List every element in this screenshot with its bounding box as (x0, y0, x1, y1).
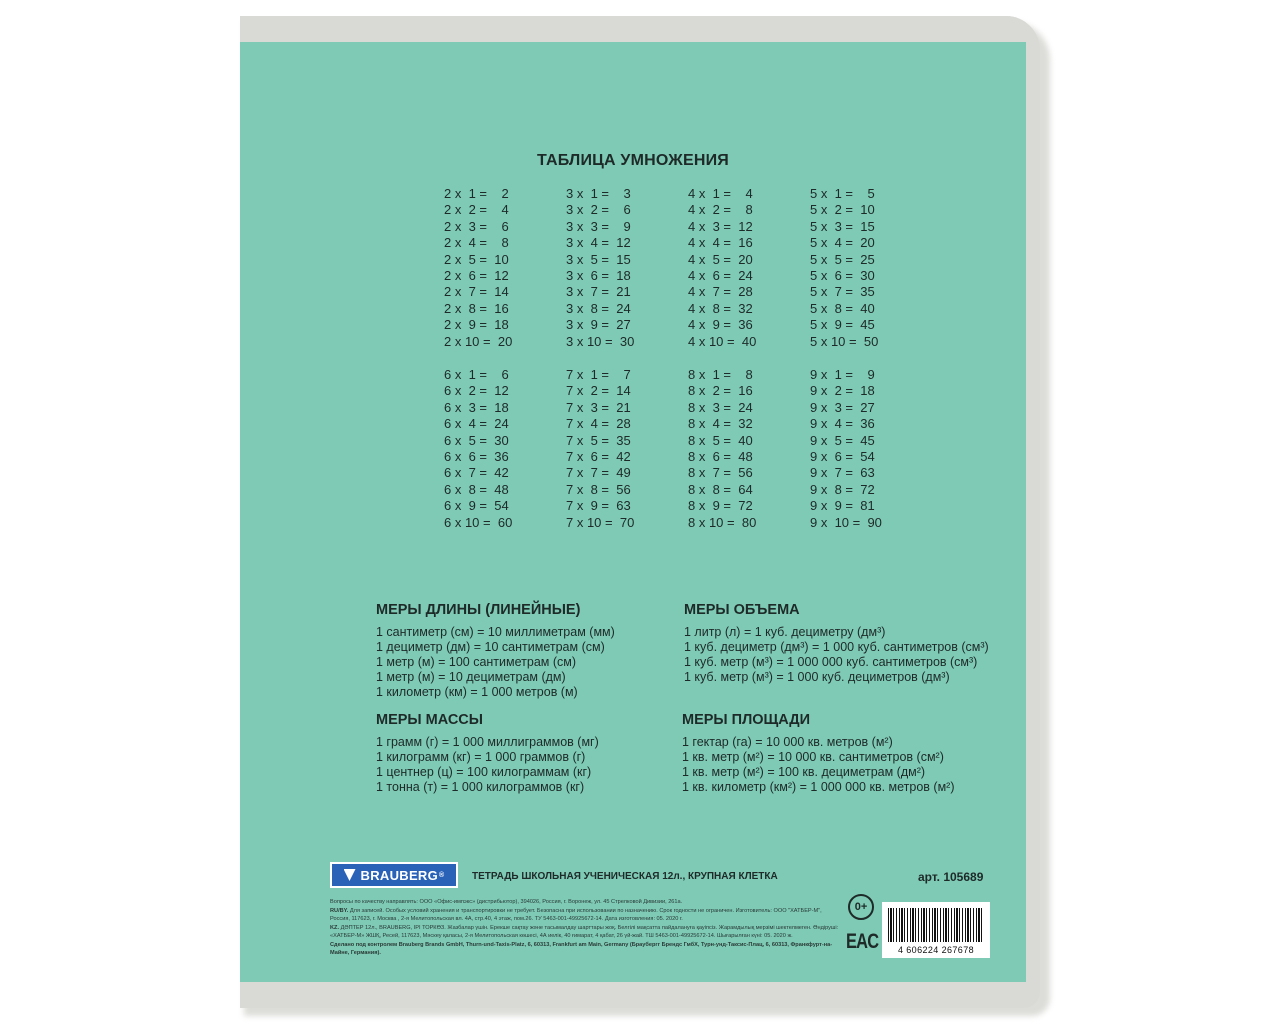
fine-print-text: Для записей. Особых условий хранения и транспортировки не требует. Безопасна при использовании по назначению. Срок годности не ограничен. Изготовитель: ООО "ХАТБЕР-М", Россия, 117623, г. Москва , 2-я Мелитопольская вл. 4А, стр.40, 4 этаж, пом.26. ТУ 5463-001-49925672-14. Дата изготовления: 05. 2020 г. (330, 907, 822, 922)
measure-line: 1 кв. километр (км²) = 1 000 000 кв. метров (м²) (682, 780, 955, 794)
area-measures-title: МЕРЫ ПЛОЩАДИ (682, 712, 811, 728)
times-table-row: 4 x 9 = 36 (688, 317, 753, 333)
times-table-row: 4 x 2 = 8 (688, 202, 753, 218)
mass-measures-title: МЕРЫ МАССЫ (376, 712, 483, 728)
times-table-row: 3 x 6 = 18 (566, 268, 631, 284)
times-table-row: 7 x 8 = 56 (566, 481, 631, 497)
measure-line: 1 куб. дециметр (дм³) = 1 000 куб. сантиметров (см³) (684, 640, 989, 654)
times-table-row: 8 x 7 = 56 (688, 465, 753, 481)
times-table-row: 9 x 8 = 72 (810, 481, 875, 497)
times-table-row: 9 x 9 = 81 (810, 498, 875, 514)
times-table-3 (566, 186, 634, 350)
times-table-row: 7 x 4 = 28 (566, 416, 631, 432)
length-measures-lines (376, 625, 615, 700)
times-table-row: 9 x 6 = 54 (810, 449, 875, 465)
times-table-row: 3 x 7 = 21 (566, 284, 631, 300)
fine-print-paragraph (330, 924, 842, 941)
measure-line: 1 гектар (га) = 10 000 кв. метров (м²) (682, 735, 893, 749)
times-table-row: 2 x 7 = 14 (444, 284, 509, 300)
times-table-row: 7 x 10 = 70 (566, 514, 635, 530)
times-table-row: 9 x 3 = 27 (810, 399, 875, 415)
area-measures-lines (682, 735, 955, 795)
area-measures (682, 712, 955, 795)
measure-line: 1 куб. метр (м³) = 1 000 куб. дециметров (дм³) (684, 670, 950, 684)
age-rating-badge: 0+ (848, 894, 874, 920)
eac-mark: EAC (846, 930, 879, 953)
times-table-row: 2 x 4 = 8 (444, 235, 509, 251)
times-table-row: 3 x 4 = 12 (566, 235, 631, 251)
times-table-row: 4 x 1 = 4 (688, 186, 753, 201)
product-name: ТЕТРАДЬ ШКОЛЬНАЯ УЧЕНИЧЕСКАЯ 12л., КРУПНАЯ КЛЕТКА (472, 871, 778, 882)
times-table-row: 2 x 2 = 4 (444, 202, 509, 218)
times-table-row: 6 x 8 = 48 (444, 481, 509, 497)
times-table-row: 6 x 5 = 30 (444, 432, 509, 448)
times-table-row: 4 x 4 = 16 (688, 235, 753, 251)
times-table-row: 8 x 5 = 40 (688, 432, 753, 448)
measure-line: 1 центнер (ц) = 100 килограммам (кг) (376, 765, 592, 779)
fine-print (330, 898, 842, 958)
times-table-row: 5 x 3 = 15 (810, 218, 875, 234)
times-table-row: 2 x 9 = 18 (444, 317, 509, 333)
volume-measures-title: МЕРЫ ОБЪЕМА (684, 602, 800, 618)
measure-line: 1 тонна (т) = 1 000 килограммов (кг) (376, 780, 585, 794)
brand-name: BRAUBERG (360, 867, 439, 883)
measure-line: 1 грамм (г) = 1 000 миллиграммов (мг) (376, 735, 599, 749)
binding-strip (240, 16, 1026, 42)
times-table-4 (688, 186, 756, 350)
times-table-row: 7 x 9 = 63 (566, 498, 631, 514)
fine-print-text: Вопросы по качеству направлять: ООО «Офис-импэкс» (дистрибьютор), 394026, Россия, г. Воронеж, ул. 45 Стрелковой Дивизии, 261а. (330, 899, 683, 905)
barcode (882, 902, 990, 958)
measure-line: 1 метр (м) = 100 сантиметрам (см) (376, 655, 577, 669)
times-table-row: 5 x 10 = 50 (810, 333, 879, 349)
mass-measures (376, 712, 599, 795)
times-table-row: 8 x 6 = 48 (688, 449, 753, 465)
measure-line: 1 литр (л) = 1 куб. дециметру (дм³) (684, 625, 886, 639)
times-table-row: 5 x 7 = 35 (810, 284, 875, 300)
times-table-row: 8 x 10 = 80 (688, 514, 757, 530)
times-table-row: 5 x 5 = 25 (810, 251, 875, 267)
mass-measures-lines (376, 735, 599, 795)
length-measures (376, 602, 615, 700)
measure-line: 1 сантиметр (см) = 10 миллиметрам (мм) (376, 625, 615, 639)
times-table-7 (566, 367, 634, 531)
times-table-row: 3 x 5 = 15 (566, 251, 631, 267)
times-table-row: 5 x 9 = 45 (810, 317, 875, 333)
times-table-2 (444, 186, 512, 350)
times-table-row: 4 x 7 = 28 (688, 284, 753, 300)
times-table-row: 4 x 3 = 12 (688, 218, 753, 234)
times-table-row: 9 x 4 = 36 (810, 416, 875, 432)
fine-print-text: ДӘПТЕР 12л., BRAUBERG, ІРІ ТОРКӨЗ. Жазбалар үшін. Ерекше сақтау және тасымалдау шарттары жоқ. Белгілі мақсатта пайдалануға қауіпсіз. Жарамдылық мерзімі шектелмеген. Өндіруші: «ХАТБЕР-М» ЖШҚ, Ресей, 117623, Мәскеу қаласы, 2-я Мелитопольская көшесі, 4А иелік, 40 ғимарат, 4 қабат, 26 үй-жай. ТШ 5463-001-49925672-14. Шығарылған күні: 05. 2020 ж. (330, 924, 839, 939)
brand-logo (330, 862, 458, 888)
times-table-row: 6 x 2 = 12 (444, 383, 509, 399)
measure-line: 1 километр (км) = 1 000 метров (м) (376, 685, 578, 699)
times-table-row: 3 x 8 = 24 (566, 300, 631, 316)
measure-line: 1 килограмм (кг) = 1 000 граммов (г) (376, 750, 586, 764)
times-table-row: 7 x 7 = 49 (566, 465, 631, 481)
barcode-bars-icon (888, 908, 982, 942)
times-table-row: 7 x 5 = 35 (566, 432, 631, 448)
fine-print-paragraph (330, 898, 842, 907)
measure-line: 1 метр (м) = 10 дециметрам (дм) (376, 670, 566, 684)
times-table-row: 6 x 10 = 60 (444, 514, 513, 530)
times-table-row: 2 x 1 = 2 (444, 186, 509, 201)
volume-measures (684, 602, 989, 685)
times-table-9 (810, 367, 882, 531)
times-table-row: 5 x 6 = 30 (810, 268, 875, 284)
times-table-row: 7 x 6 = 42 (566, 449, 631, 465)
times-table-row: 6 x 1 = 6 (444, 367, 509, 382)
times-table-row: 5 x 4 = 20 (810, 235, 875, 251)
barcode-number: 4 606224 267678 (897, 945, 975, 955)
times-table-5 (810, 186, 878, 350)
times-table-row: 6 x 3 = 18 (444, 399, 509, 415)
times-table-row: 4 x 10 = 40 (688, 333, 757, 349)
fine-print-paragraph (330, 907, 842, 924)
length-measures-title: МЕРЫ ДЛИНЫ (ЛИНЕЙНЫЕ) (376, 602, 581, 618)
fine-print-paragraph (330, 941, 842, 958)
times-table-row: 9 x 2 = 18 (810, 383, 875, 399)
times-table-row: 9 x 10 = 90 (810, 514, 882, 530)
times-table-6 (444, 367, 512, 531)
times-table-row: 8 x 4 = 32 (688, 416, 753, 432)
brand-check-icon (344, 869, 356, 881)
measure-line: 1 дециметр (дм) = 10 сантиметрам (см) (376, 640, 605, 654)
times-table-row: 6 x 4 = 24 (444, 416, 509, 432)
times-table-row: 3 x 1 = 3 (566, 186, 631, 201)
times-table-row: 9 x 1 = 9 (810, 367, 875, 382)
times-table-row: 4 x 8 = 32 (688, 300, 753, 316)
times-table-row: 2 x 5 = 10 (444, 251, 509, 267)
times-table-row: 7 x 3 = 21 (566, 399, 631, 415)
measure-line: 1 кв. метр (м²) = 10 000 кв. сантиметров (см²) (682, 750, 944, 764)
times-table-row: 9 x 5 = 45 (810, 432, 875, 448)
times-table-row: 5 x 1 = 5 (810, 186, 875, 201)
times-table-row: 8 x 3 = 24 (688, 399, 753, 415)
times-table-row: 8 x 2 = 16 (688, 383, 753, 399)
times-table-row: 5 x 2 = 10 (810, 202, 875, 218)
article-number: арт. 105689 (918, 870, 984, 884)
notebook-back-cover (240, 16, 1040, 1008)
times-table-row: 8 x 1 = 8 (688, 367, 753, 382)
fine-print-bold: RU/BY. (330, 907, 349, 914)
times-table-row: 4 x 6 = 24 (688, 268, 753, 284)
times-table-row: 6 x 6 = 36 (444, 449, 509, 465)
times-table-8 (688, 367, 756, 531)
times-table-row: 7 x 2 = 14 (566, 383, 631, 399)
volume-measures-lines (684, 625, 989, 685)
measure-line: 1 кв. метр (м²) = 100 кв. дециметрам (дм²) (682, 765, 926, 779)
times-table-row: 2 x 3 = 6 (444, 218, 509, 234)
times-table-row: 6 x 7 = 42 (444, 465, 509, 481)
fine-print-bold: Сделано под контролем Brauberg Brands GmbH, Thurn-und-Taxis-Platz, 6, 60313, Frankfurt am Main, Germany (Браубергг Брендс ГмбХ, Турн-унд-Таксис-Плац, 6, 60313, Франкфурт-на-Майне, Германия). (330, 941, 833, 956)
times-table-row: 8 x 9 = 72 (688, 498, 753, 514)
page-title: ТАБЛИЦА УМНОЖЕНИЯ (537, 152, 729, 169)
times-table-row: 2 x 10 = 20 (444, 333, 513, 349)
times-table-row: 6 x 9 = 54 (444, 498, 509, 514)
times-table-row: 3 x 2 = 6 (566, 202, 631, 218)
fine-print-bold: KZ. (330, 924, 340, 931)
times-table-row: 3 x 10 = 30 (566, 333, 635, 349)
times-table-row: 9 x 7 = 63 (810, 465, 875, 481)
times-table-row: 7 x 1 = 7 (566, 367, 631, 382)
times-table-row: 2 x 8 = 16 (444, 300, 509, 316)
times-table-row: 5 x 8 = 40 (810, 300, 875, 316)
registered-mark: ® (439, 871, 445, 879)
cover-panel (240, 42, 1026, 982)
times-table-row: 4 x 5 = 20 (688, 251, 753, 267)
times-table-row: 8 x 8 = 64 (688, 481, 753, 497)
times-table-row: 3 x 3 = 9 (566, 218, 631, 234)
times-table-row: 3 x 9 = 27 (566, 317, 631, 333)
measure-line: 1 куб. метр (м³) = 1 000 000 куб. сантиметров (см³) (684, 655, 978, 669)
times-table-row: 2 x 6 = 12 (444, 268, 509, 284)
